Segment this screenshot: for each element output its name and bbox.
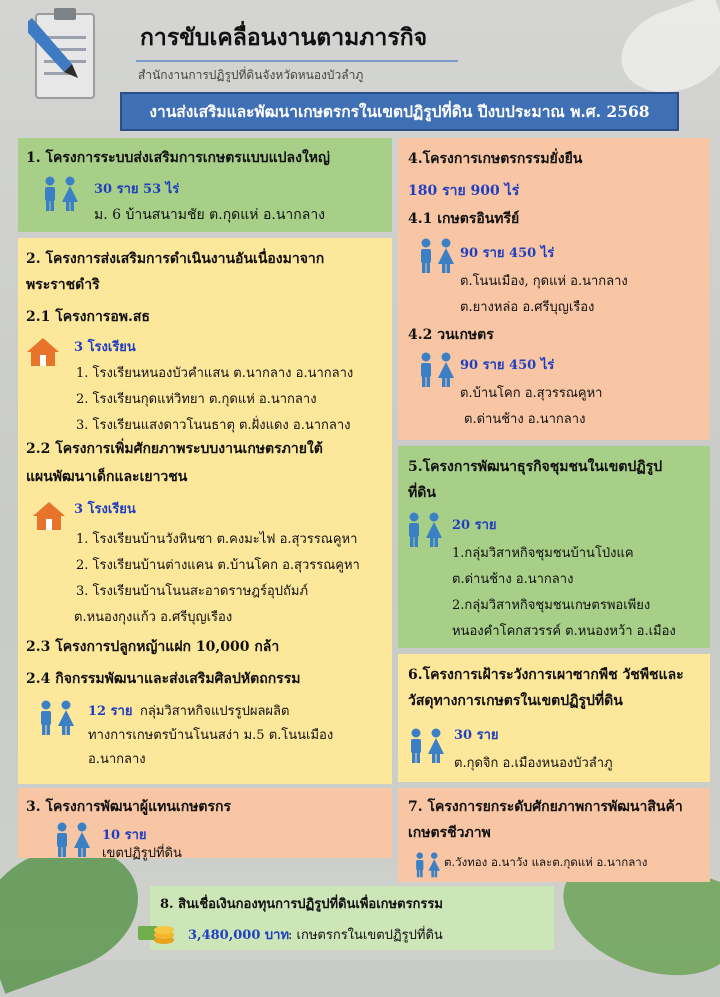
project-6-box	[398, 654, 710, 782]
project-2-1-title: 2.1 โครงการอพ.สธ	[26, 309, 150, 325]
project-2-4-stat: 12 ราย	[88, 704, 133, 719]
school-item: 2. โรงเรียนกุดแห่วิทยา ต.กุดแห่ อ.นากลาง	[76, 392, 317, 407]
project-5-stat: 20 ราย	[452, 518, 497, 533]
project-2-4-detail: อ.นากลาง	[88, 752, 146, 767]
project-2-4-title: 2.4 กิจกรรมพัฒนาและส่งเสริมศิลปหัตถกรรม	[26, 671, 301, 687]
location-item: ต.ด่านช้าง อ.นากลาง	[464, 412, 586, 427]
banner-title: งานส่งเสริมและพัฒนาเกษตรกรในเขตปฏิรูปที่ดิน ปีงบประมาณ พ.ศ. 2568	[120, 92, 679, 131]
project-6-title: 6.โครงการเฝ้าระวังการเผาซากพืช วัชพืชและ	[408, 667, 684, 683]
school-house-icon	[32, 500, 66, 532]
project-4-stat: 180 ราย 900 ไร่	[408, 183, 520, 199]
project-8-detail: : เกษตรกรในเขตปฏิรูปที่ดิน	[288, 928, 443, 943]
project-5-title: 5.โครงการพัฒนาธุรกิจชุมชนในเขตปฏิรูป	[408, 459, 663, 475]
location-item: ต.บ้านโคก อ.สุวรรณคูหา	[460, 386, 603, 401]
school-item-location: ต.หนองกุงแก้ว อ.ศรีบุญเรือง	[74, 610, 233, 625]
title-underline	[136, 60, 458, 62]
people-icon	[36, 700, 76, 736]
people-icon	[40, 176, 80, 212]
project-2-2-title-cont: แผนพัฒนาเด็กและเยาวชน	[26, 469, 188, 485]
project-3-title: 3. โครงการพัฒนาผู้แทนเกษตรกร	[26, 799, 232, 815]
community-group-item: 1.กลุ่มวิสาหกิจชุมชนบ้านโป่งแค	[452, 546, 634, 561]
school-house-icon	[26, 336, 60, 368]
project-1-box	[18, 138, 392, 232]
people-icon	[416, 352, 456, 388]
people-icon	[412, 852, 442, 878]
people-icon	[404, 512, 444, 548]
people-icon	[416, 238, 456, 274]
project-2-2-title: 2.2 โครงการเพิ่มศักยภาพระบบงานเกษตรภายใต้	[26, 441, 323, 457]
project-2-box	[18, 238, 392, 784]
project-8-title: 8. สินเชื่อเงินกองทุนการปฏิรูปที่ดินเพื่อเกษตรกรรม	[160, 897, 443, 912]
project-7-detail: ต.วังทอง อ.นาวัง และต.กุดแห่ อ.นากลาง	[444, 855, 648, 869]
project-4-1-stat: 90 ราย 450 ไร่	[460, 246, 555, 261]
project-4-title: 4.โครงการเกษตรกรรมยั่งยืน	[408, 151, 583, 167]
project-5-title-cont: ที่ดิน	[408, 485, 436, 501]
project-2-4-detail: ทางการเกษตรบ้านโนนสง่า ม.5 ต.โนนเมือง	[88, 728, 334, 743]
coins-money-icon	[136, 918, 178, 948]
project-1-title: 1. โครงการระบบส่งเสริมการเกษตรแบบแปลงใหญ่	[26, 150, 330, 166]
project-2-1-stat: 3 โรงเรียน	[74, 340, 136, 355]
project-8-amount: 3,480,000 บาท	[188, 928, 290, 943]
project-1-stat: 30 ราย 53 ไร่	[94, 182, 180, 197]
project-6-detail: ต.กุดจิก อ.เมืองหนองบัวลำภู	[454, 756, 613, 771]
project-3-detail: เขตปฏิรูปที่ดิน	[102, 846, 182, 861]
project-2-title: 2. โครงการส่งเสริมการดำเนินงานอันเนื่องมาจาก	[26, 251, 325, 267]
page-subtitle: สำนักงานการปฏิรูปที่ดินจังหวัดหนองบัวลำภู	[138, 68, 364, 82]
school-item: 3. โรงเรียนบ้านโนนสะอาดราษฎร์อุปถัมภ์	[76, 584, 309, 599]
project-5-box	[398, 446, 710, 648]
school-item: 1. โรงเรียนบ้านวังหินซา ต.คงมะไฟ อ.สุวรรณคูหา	[76, 532, 358, 547]
location-item: ต.โนนเมือง, กุดแห่ อ.นากลาง	[460, 274, 628, 289]
project-2-2-stat: 3 โรงเรียน	[74, 502, 136, 517]
community-group-item: 2.กลุ่มวิสาหกิจชุมชนเกษตรพอเพียง	[452, 598, 651, 613]
project-4-1-title: 4.1 เกษตรอินทรีย์	[408, 211, 520, 227]
project-7-box	[398, 788, 710, 882]
page-title: การขับเคลื่อนงานตามภารกิจ	[140, 25, 428, 51]
project-3-box	[18, 788, 392, 861]
header	[0, 0, 720, 140]
school-item: 1. โรงเรียนหนองบัวคำแสน ต.นากลาง อ.นากลาง	[76, 366, 354, 381]
project-4-box	[398, 138, 710, 440]
community-group-item: หนองคำโคกสวรรค์ ต.หนองหว้า อ.เมือง	[452, 624, 676, 639]
location-item: ต.ยางหล่อ อ.ศรีบุญเรือง	[460, 300, 595, 315]
project-7-title-cont: เกษตรชีวภาพ	[408, 825, 491, 841]
project-4-2-stat: 90 ราย 450 ไร่	[460, 358, 555, 373]
project-6-title-cont: วัสดุทางการเกษตรในเขตปฏิรูปที่ดิน	[408, 693, 623, 709]
project-4-2-title: 4.2 วนเกษตร	[408, 327, 494, 343]
project-2-4-detail: กลุ่มวิสาหกิจแปรรูปผลผลิต	[140, 704, 290, 719]
project-6-stat: 30 ราย	[454, 728, 499, 743]
project-7-title: 7. โครงการยกระดับศักยภาพการพัฒนาสินค้า	[408, 799, 683, 815]
clipboard-pen-icon	[28, 6, 100, 104]
project-2-title-cont: พระราชดำริ	[26, 277, 100, 293]
people-icon	[406, 728, 446, 764]
project-3-stat: 10 ราย	[102, 828, 147, 843]
project-8-box	[150, 886, 554, 950]
community-group-item: ต.ด่านช้าง อ.นากลาง	[452, 572, 574, 587]
project-2-3-title: 2.3 โครงการปลูกหญ้าแฝก 10,000 กล้า	[26, 639, 280, 655]
project-1-location: ม. 6 บ้านสนามชัย ต.กุดแห่ อ.นากลาง	[94, 207, 326, 223]
school-item: 2. โรงเรียนบ้านต่างแคน ต.บ้านโคก อ.สุวรรณคูหา	[76, 558, 360, 573]
school-item: 3. โรงเรียนแสงดาวโนนธาตุ ต.ฝั่งแดง อ.นากลาง	[76, 418, 351, 433]
people-icon	[52, 822, 92, 858]
